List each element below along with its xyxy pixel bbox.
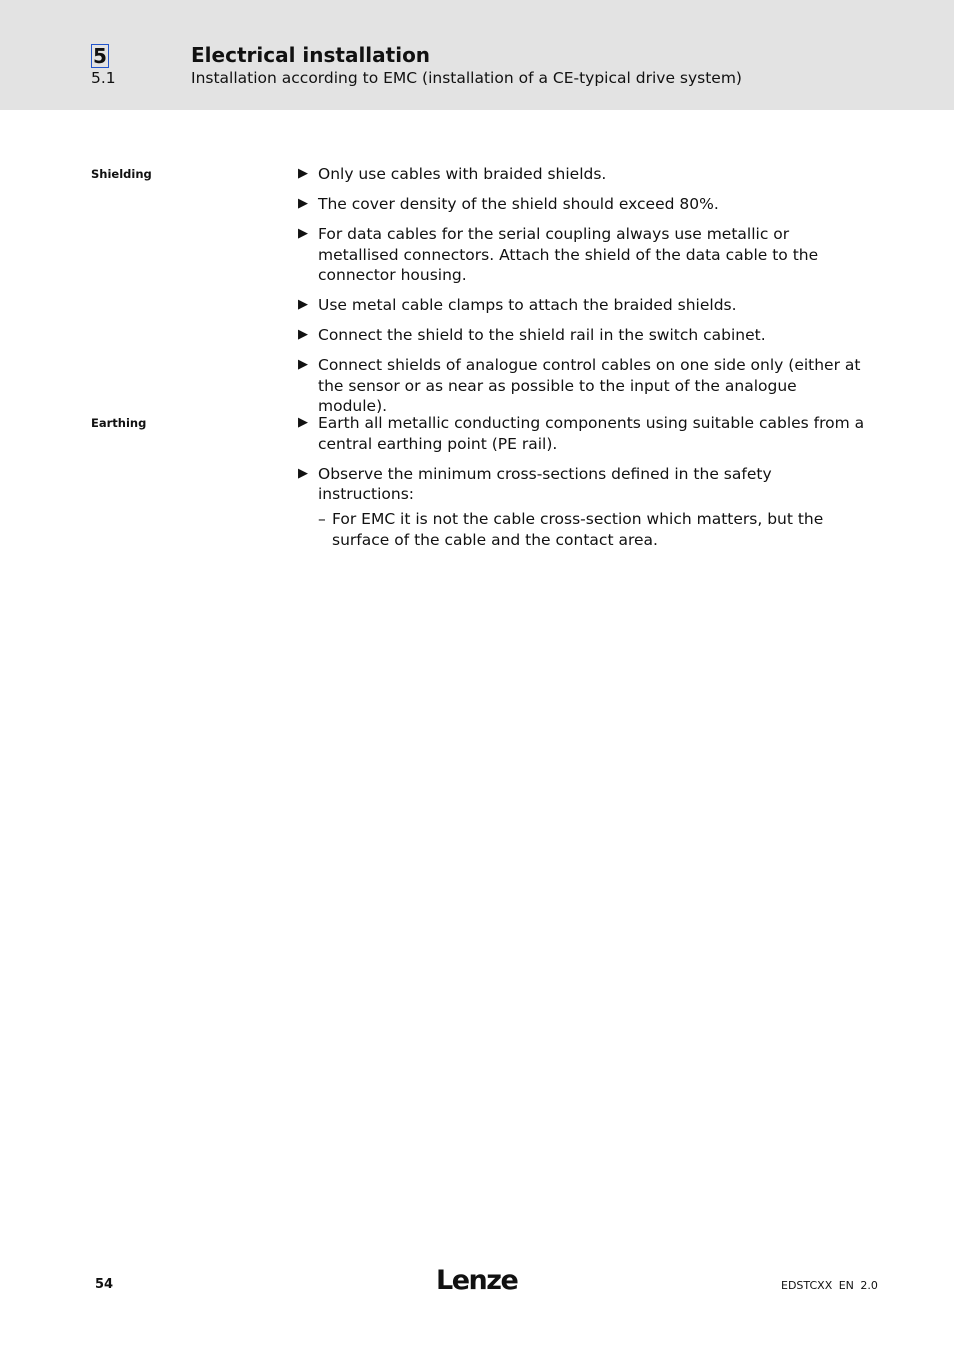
triangle-bullet-icon: ▶ [298,166,308,181]
list-item-text: The cover density of the shield should exceed 80%. [318,195,719,213]
sub-list-item-text: For EMC it is not the cable cross-section which matters, but the surface of the cable and the contact area. [332,510,824,549]
triangle-bullet-icon: ▶ [298,196,308,211]
triangle-bullet-icon: ▶ [298,297,308,312]
side-label-shielding: Shielding [91,167,152,181]
list-item-text: Only use cables with braided shields. [318,165,607,183]
shielding-list [298,164,868,426]
triangle-bullet-icon: ▶ [298,465,308,481]
list-item-text: Use metal cable clamps to attach the braided shields. [318,296,737,314]
list-item-text: Connect shields of analogue control cables on one side only (either at the sensor or as near as possible to the input of the analogue module). [318,356,861,415]
sub-list-item [298,509,868,550]
list-item [298,224,868,286]
list-item [298,295,868,316]
lenze-logo: Lenze [436,1265,518,1296]
list-item [298,325,868,346]
section-number: 5.1 [91,69,116,87]
page-number: 54 [95,1277,114,1292]
list-item-text: Connect the shield to the shield rail in the switch cabinet. [318,326,766,344]
page-header [0,0,954,110]
list-item [298,355,868,417]
list-item [298,413,868,454]
triangle-bullet-icon: ▶ [298,226,308,241]
triangle-bullet-icon: ▶ [298,415,308,430]
list-item [298,464,868,505]
list-item-text: For data cables for the serial coupling always use metallic or metallised connectors. Attach the shield of the data cable to the connector housing. [318,225,819,284]
triangle-bullet-icon: ▶ [298,327,308,342]
list-item-text: Earth all metallic conducting components using suitable cables from a central earthing point (PE rail). [318,414,865,453]
list-item [298,194,868,215]
section-title: Installation according to EMC (installation of a CE-typical drive system) [191,69,742,87]
document-code: EDSTCXX EN 2.0 [781,1279,878,1292]
earthing-list [298,413,868,550]
list-item [298,164,868,185]
triangle-bullet-icon: ▶ [298,357,308,372]
dash-bullet: – [318,510,326,528]
side-label-earthing: Earthing [91,416,147,430]
chapter-number-link[interactable]: 5 [93,44,107,68]
list-item-text: Observe the minimum cross-sections defined in the safety instructions: [318,464,772,503]
chapter-title: Electrical installation [191,43,431,67]
